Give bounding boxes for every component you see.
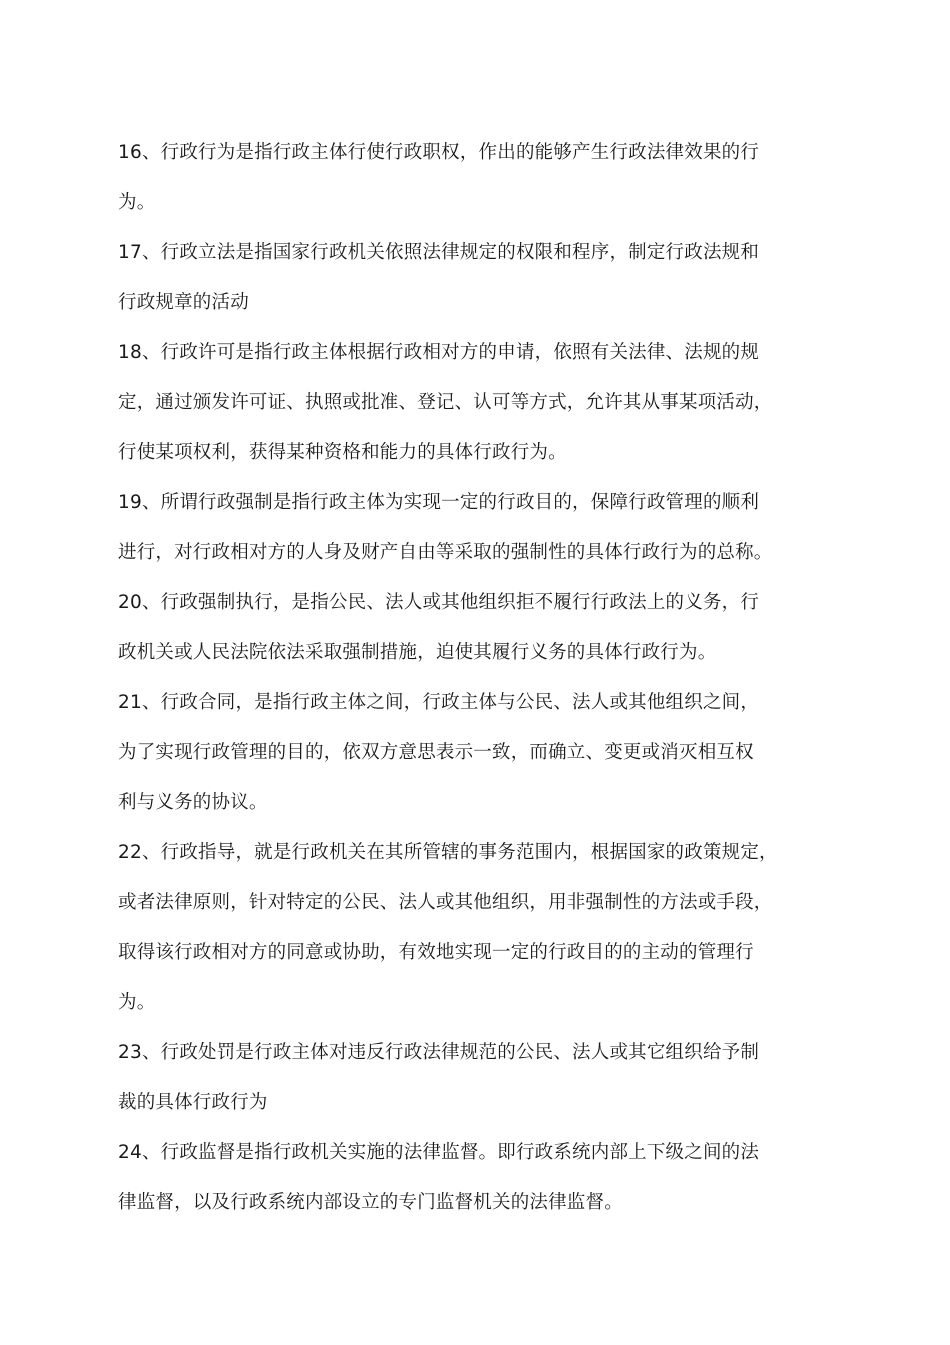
text-line: 取得该行政相对方的同意或协助，有效地实现一定的行政目的的主动的管理行 xyxy=(118,942,754,963)
text-line: 18、行政许可是指行政主体根据行政相对方的申请，依照有关法律、法规的规 xyxy=(118,342,760,363)
text-line: 行政规章的活动 xyxy=(118,292,249,313)
definition-entry-21 xyxy=(118,683,768,833)
definition-entry-19 xyxy=(118,483,773,583)
text-line: 19、所谓行政强制是指行政主体为实现一定的行政目的，保障行政管理的顺利 xyxy=(118,492,760,513)
text-line: 17、行政立法是指国家行政机关依照法律规定的权限和程序，制定行政法规和 xyxy=(118,242,760,263)
text-line: 利与义务的协议。 xyxy=(118,792,268,813)
text-line: 或者法律原则，针对特定的公民、法人或其他组织，用非强制性的方法或手段， xyxy=(118,892,773,913)
definition-entry-16 xyxy=(118,133,768,233)
definition-entry-24 xyxy=(118,1133,768,1233)
text-line: 政机关或人民法院依法采取强制措施，迫使其履行义务的具体行政行为。 xyxy=(118,642,717,663)
text-line: 23、行政处罚是行政主体对违反行政法律规范的公民、法人或其它组织给予制 xyxy=(118,1042,760,1063)
definition-entry-20 xyxy=(118,583,768,683)
text-line: 定，通过颁发许可证、执照或批准、登记、认可等方式，允许其从事某项活动， xyxy=(118,392,773,413)
text-line: 行使某项权利，获得某种资格和能力的具体行政行为。 xyxy=(118,442,567,463)
definition-entry-18 xyxy=(118,333,773,483)
text-line: 裁的具体行政行为 xyxy=(118,1092,268,1113)
definition-entry-23 xyxy=(118,1033,768,1133)
text-line: 22、行政指导，就是行政机关在其所管辖的事务范围内，根据国家的政策规定， xyxy=(118,842,778,863)
text-line: 进行，对行政相对方的人身及财产自由等采取的强制性的具体行政行为的总称。 xyxy=(118,542,773,563)
text-line: 20、行政强制执行，是指公民、法人或其他组织拒不履行行政法上的义务，行 xyxy=(118,592,760,613)
text-line: 为。 xyxy=(118,992,156,1013)
text-line: 为。 xyxy=(118,192,156,213)
definition-entry-17 xyxy=(118,233,768,333)
text-line: 21、行政合同，是指行政主体之间，行政主体与公民、法人或其他组织之间， xyxy=(118,692,760,713)
text-line: 律监督，以及行政系统内部设立的专门监督机关的法律监督。 xyxy=(118,1192,623,1213)
definition-entry-22 xyxy=(118,833,778,1033)
text-line: 为了实现行政管理的目的，依双方意思表示一致，而确立、变更或消灭相互权 xyxy=(118,742,754,763)
document-body xyxy=(118,133,778,1233)
text-line: 24、行政监督是指行政机关实施的法律监督。即行政系统内部上下级之间的法 xyxy=(118,1142,760,1163)
text-line: 16、行政行为是指行政主体行使行政职权，作出的能够产生行政法律效果的行 xyxy=(118,142,760,163)
